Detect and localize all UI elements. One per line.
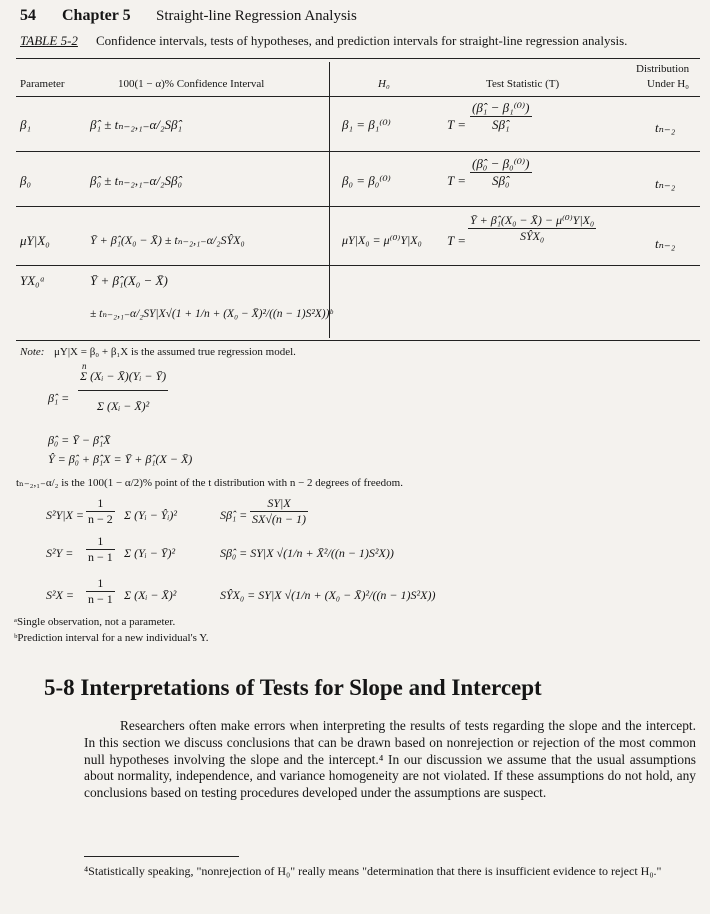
table-caption: Confidence intervals, tests of hypotheses, and prediction intervals for straight-line regression analysis. — [96, 33, 628, 48]
row3-t-prefix: T = — [447, 233, 467, 248]
sb1-numerator: SY|X — [250, 496, 308, 512]
row1-ci: β̂₁ ± tₙ₋₂,₁₋α/₂Sβ̂₁ — [90, 117, 182, 132]
s2x-frac-den: n − 1 — [88, 592, 113, 606]
beta1-sum-top: n — [82, 361, 87, 371]
row-rule-2 — [16, 206, 700, 207]
row3-h0: μY|X₀ = μ⁽⁰⁾Y|X₀ — [342, 233, 422, 247]
row-rule-1 — [16, 151, 700, 152]
row4-ci-line1: Ȳ + β̂₁(X₀ − X̄) — [90, 273, 168, 288]
row3-t-fraction — [468, 213, 596, 244]
s2yx-lhs: S²Y|X = — [46, 508, 84, 522]
row2-param: β₀ — [20, 173, 31, 188]
row2-dist: tₙ₋₂ — [655, 176, 676, 191]
beta1-numerator: Σ (Xᵢ − X̄)(Yᵢ − Ȳ) — [78, 369, 168, 391]
s2yx-fraction — [86, 496, 115, 527]
row1-dist: tₙ₋₂ — [655, 120, 676, 135]
row2-t-num: (β̂₀ − β₀⁽⁰⁾) — [472, 156, 530, 171]
col-header-dist-2: Under H₀ — [647, 78, 690, 90]
row3-t-den: SŶX₀ — [519, 229, 545, 243]
chapter-label: Chapter 5 — [62, 7, 131, 24]
row3-param: μY|X₀ — [20, 233, 50, 248]
s2x-lhs: S²X = — [46, 588, 75, 602]
table-header-rule — [16, 96, 700, 97]
row4-param: YX₀ᵃ — [20, 273, 45, 288]
s2x-frac-num: 1 — [86, 576, 115, 592]
row3-dist: tₙ₋₂ — [655, 236, 676, 251]
column-divider — [329, 62, 330, 338]
row2-t-fraction — [470, 156, 532, 189]
table-footnote-b: ᵇPrediction interval for a new individual's Y. — [14, 632, 209, 644]
s2y-frac-den: n − 1 — [88, 550, 113, 564]
sb1-denominator: SX√(n − 1) — [252, 512, 307, 526]
col-header-ci: 100(1 − α)% Confidence Interval — [118, 78, 265, 90]
sb1-fraction — [250, 496, 308, 527]
col-header-stat: Test Statistic (T) — [486, 78, 560, 90]
row1-t-den: Sβ̂₁ — [492, 117, 510, 132]
row1-param: β₁ — [20, 117, 31, 132]
row3-ci: Ȳ + β̂₁(X₀ − X̄) ± tₙ₋₂,₁₋α/₂SŶX₀ — [90, 233, 245, 247]
row3-t-num: Ȳ + β̂₁(X₀ − X̄) − μ⁽⁰⁾Y|X₀ — [470, 213, 595, 227]
row-rule-3 — [16, 265, 700, 266]
s2y-lhs: S²Y = — [46, 546, 74, 560]
s2y-frac-num: 1 — [86, 534, 115, 550]
chapter-title: Straight-line Regression Analysis — [156, 8, 357, 24]
col-header-parameter: Parameter — [20, 78, 65, 90]
s2y-fraction — [86, 534, 115, 565]
row1-t-num: (β̂₁ − β₁⁽⁰⁾) — [472, 100, 530, 115]
table-footnote-a: ᵃSingle observation, not a parameter. — [14, 616, 176, 628]
row2-ci: β̂₀ ± tₙ₋₂,₁₋α/₂Sβ̂₀ — [90, 173, 182, 188]
row1-h0: β₁ = β₁⁽⁰⁾ — [342, 117, 391, 132]
paragraph-text: Researchers often make errors when interpreting the results of tests regarding the slope and the intercept. In this section we discuss conclusions that can be drawn based on nonrejection or rejection of the most common null hypotheses involving the slope and the intercept.⁴ In our discussion we assume that the usual assumptions about normality, independence, and variance homogeneity are not violated. If these assumptions do not hold, any conclusions based on testing procedures developed under the assumptions are suspect. — [84, 718, 696, 801]
s2yx-frac-den: n − 2 — [88, 512, 113, 526]
row1-t-prefix: T = — [447, 117, 467, 132]
sb1-lhs: Sβ̂₁ = — [220, 508, 248, 522]
beta1-fraction — [78, 369, 168, 414]
footnote-rule — [84, 856, 239, 857]
beta0-formula: β̂₀ = Ȳ − β̂₁X̄ — [48, 433, 111, 447]
col-header-h0: H₀ — [378, 78, 390, 90]
note-text: μY|X = β₀ + β₁X is the assumed true regression model. — [54, 346, 296, 358]
t-definition: tₙ₋₂,₁₋α/₂ is the 100(1 − α/2)% point of the t distribution with n − 2 degrees of freedom. — [16, 477, 403, 489]
col-header-dist-1: Distribution — [636, 63, 690, 75]
row2-h0: β₀ = β₀⁽⁰⁾ — [342, 173, 391, 188]
table-top-rule — [16, 58, 700, 59]
beta1-denominator: Σ (Xᵢ − X̄)² — [96, 399, 150, 413]
section-paragraph — [84, 718, 696, 802]
s2x-fraction — [86, 576, 115, 607]
sb0-formula: Sβ̂₀ = SY|X √(1/n + X̄²/((n − 1)S²X)) — [220, 546, 394, 560]
yhat-formula: Ŷ = β̂₀ + β̂₁X = Ȳ + β̂₁(X − X̄) — [48, 452, 193, 466]
row2-t-prefix: T = — [447, 173, 467, 188]
s2yx-rhs: Σ (Yᵢ − Ŷᵢ)² — [124, 508, 177, 522]
s2x-rhs: Σ (Xᵢ − X̄)² — [124, 588, 177, 602]
page-number: 54 — [20, 7, 36, 24]
note-label: Note: — [20, 346, 45, 358]
section-heading: 5-8 Interpretations of Tests for Slope and Intercept — [44, 675, 542, 700]
row2-t-den: Sβ̂₀ — [492, 173, 510, 188]
beta1-lhs: β̂₁ = — [48, 391, 70, 405]
syhat-formula: SŶX₀ = SY|X √(1/n + (X₀ − X̄)²/((n − 1)S²X)) — [220, 588, 436, 602]
footnote-4: ⁴Statistically speaking, "nonrejection of H₀" really means "determination that there is insufficient evidence to reject H₀." — [84, 864, 662, 878]
s2yx-frac-num: 1 — [86, 496, 115, 512]
row1-t-fraction — [470, 100, 532, 133]
table-bottom-rule — [16, 340, 700, 341]
row4-ci-line2: ± tₙ₋₂,₁₋α/₂SY|X√(1 + 1/n + (X₀ − X̄)²/((n − 1)S²X))ᵇ — [90, 308, 333, 320]
table-label: TABLE 5-2 — [20, 33, 78, 48]
s2y-rhs: Σ (Yᵢ − Ȳ)² — [124, 546, 176, 560]
